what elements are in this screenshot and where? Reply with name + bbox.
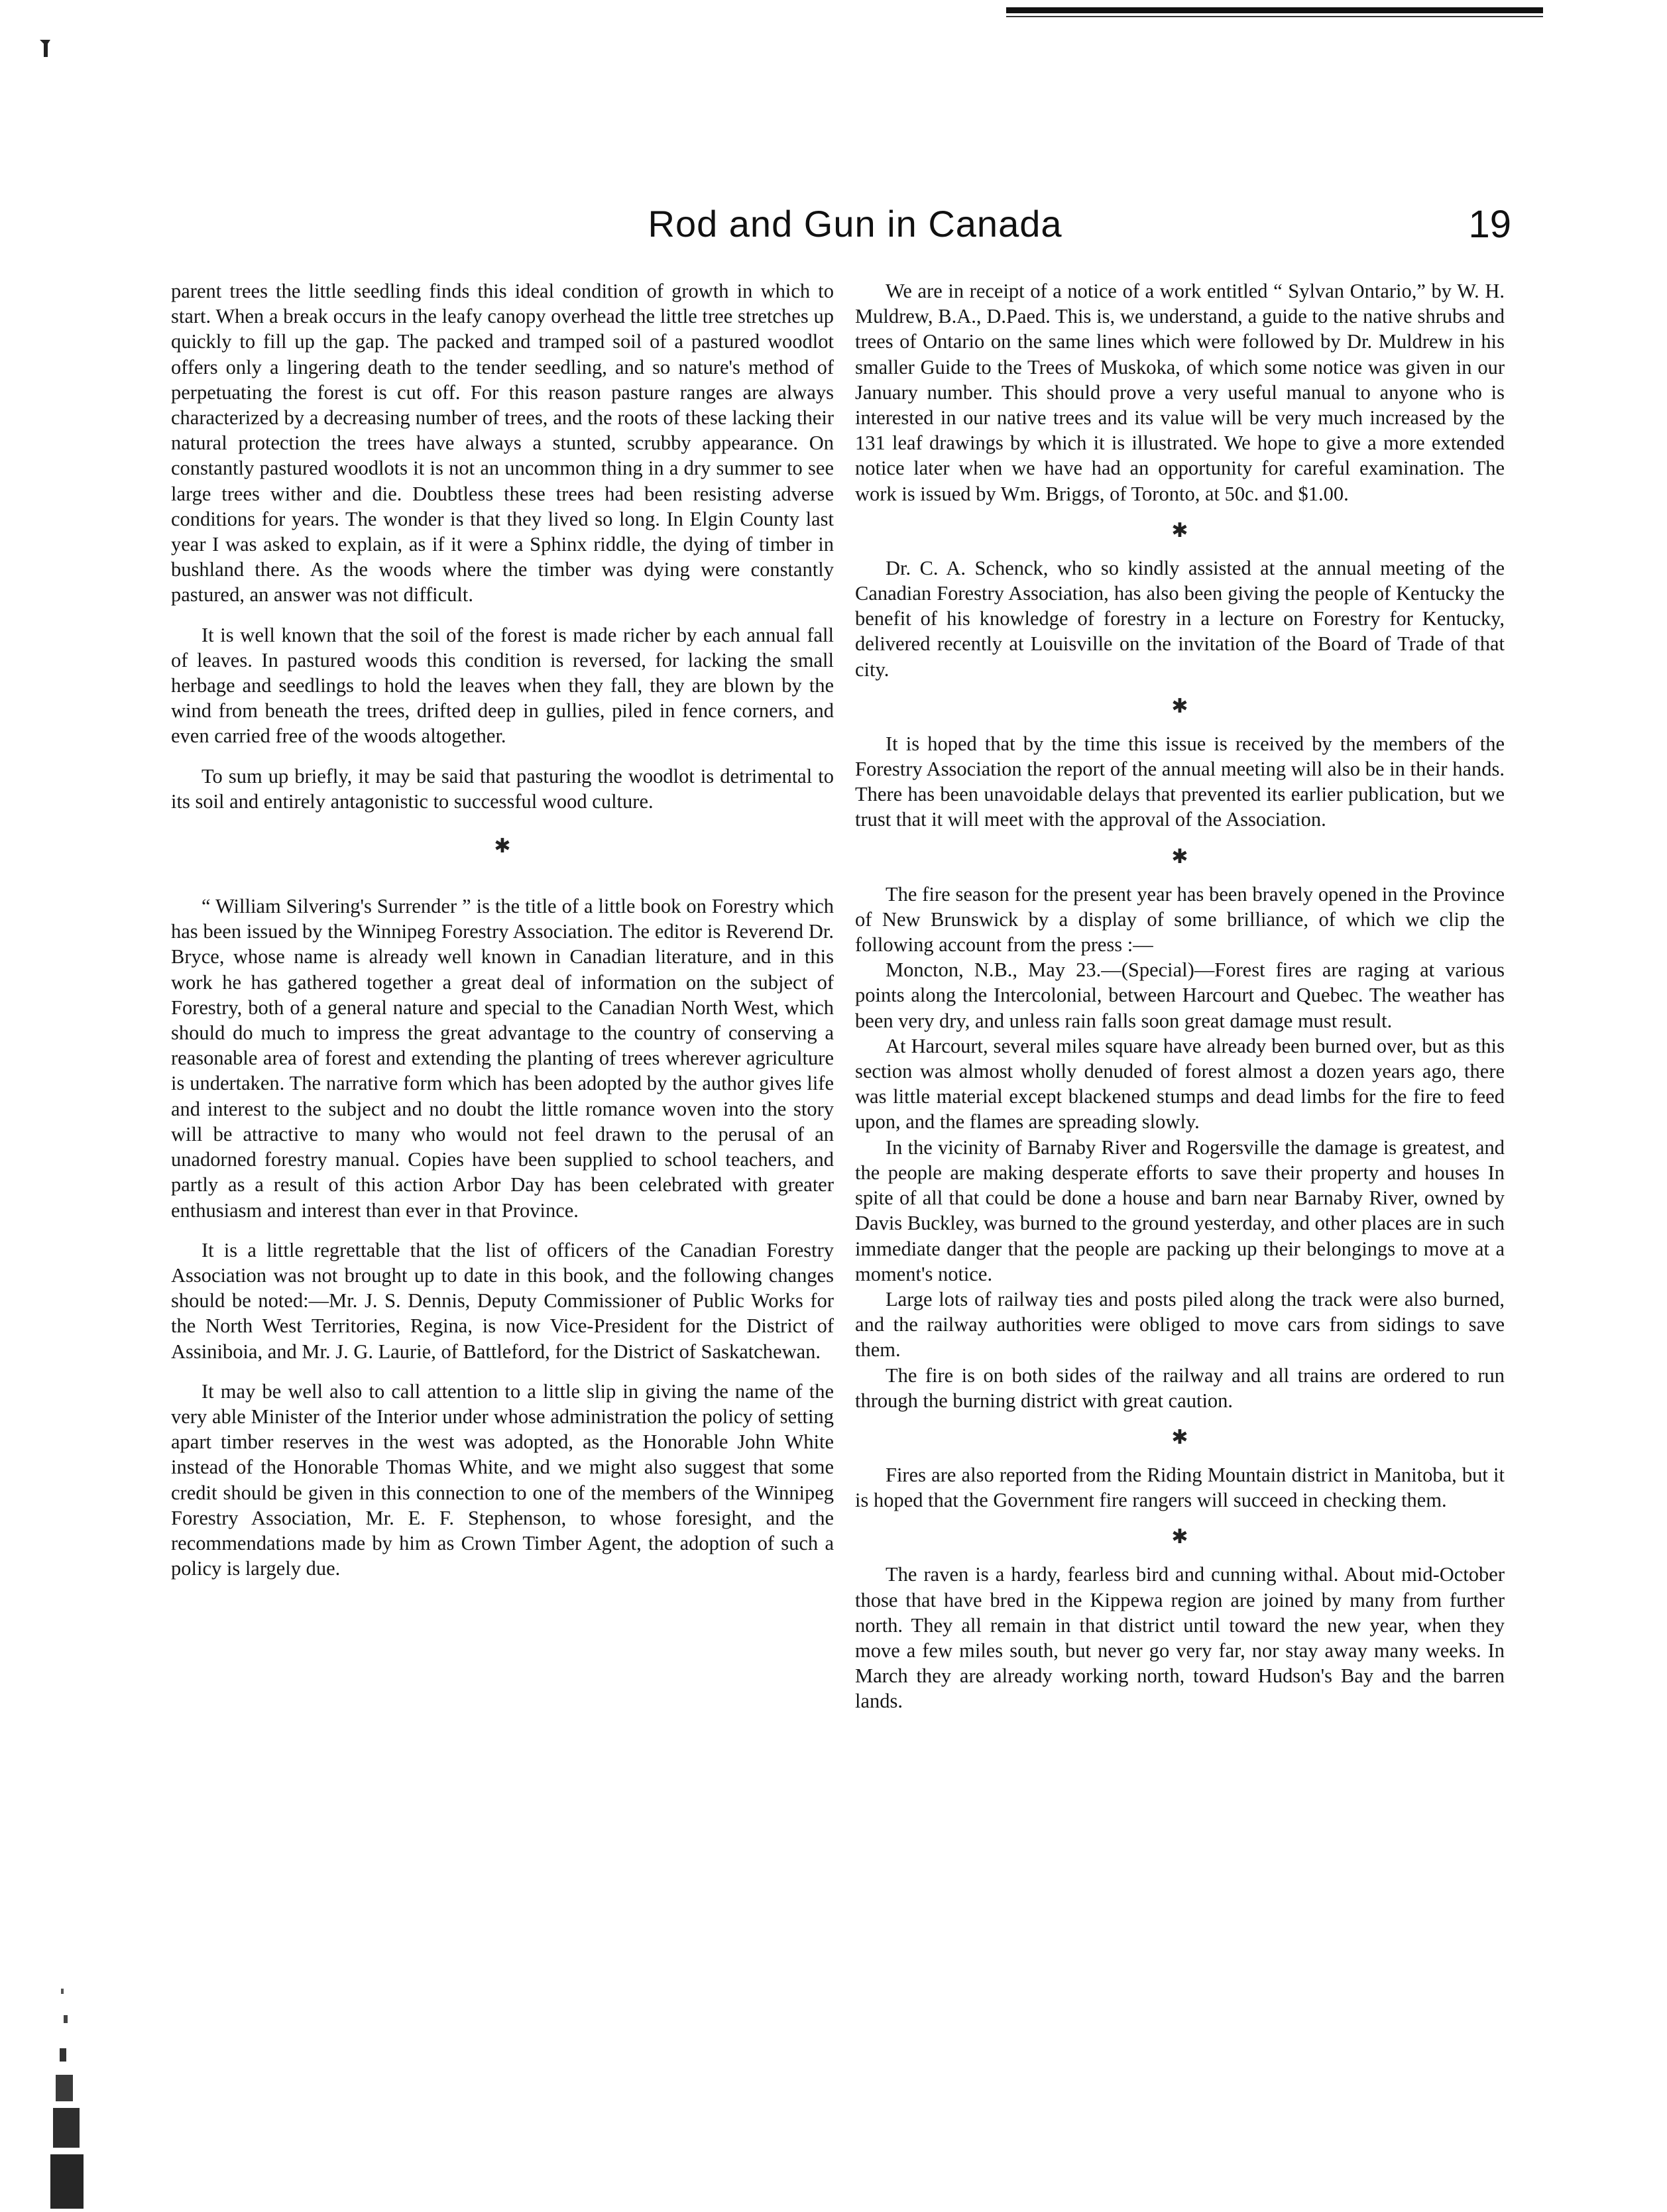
- quoted-paragraph: Large lots of railway ties and posts piled along the track were also burned, and the railway authorities were obliged to move cars from sidings to save them.: [855, 1287, 1505, 1362]
- paragraph: It may be well also to call attention to a little slip in giving the name of the very able Minister of the Interior under whose administration the policy of setting apart timber reserves in the west was adopted, as the Honorable John White instead of the Honorable Thomas White, and we might also suggest that some credit should be given in this connection to one of the members of the Winnipeg Forestry Association, Mr. E. F. Stephenson, to whose foresight, and the recommendations made by him as Crown Timber Agent, the adoption of such a policy is largely due.: [171, 1379, 834, 1580]
- separator-icon: ✱: [1171, 845, 1188, 868]
- top-rule: [1006, 7, 1543, 13]
- quoted-paragraph: In the vicinity of Barnaby River and Rogersville the damage is greatest, and the people are making desperate efforts to save their property and houses In spite of all that could be done a house and barn near Barnaby River, owned by Davis Buckley, was burned to the ground yesterday, and other places are in such immediate danger that the people are packing up their belongings to move at a moment's notice.: [855, 1135, 1505, 1285]
- separator-icon: ✱: [1171, 695, 1188, 717]
- paragraph: It is a little regrettable that the list of officers of the Canadian Forestry Association was not brought up to date in this book, and the following changes should be noted:—Mr. J. S. Dennis, Deputy Commissioner of Public Works for the North West Territories, Regina, is now Vice-President for the District of Assiniboia, and Mr. J. G. Laurie, of Battleford, for the District of Saskatchewan.: [171, 1238, 834, 1363]
- binding-edge-specks: [41, 1989, 91, 2209]
- paragraph: We are in receipt of a notice of a work entitled “ Sylvan Ontario,” by W. H. Muldrew, B.A., D.Paed. This is, we understand, a guide to the native shrubs and trees of Ontario on the same lines which were followed by Dr. Muldrew in his smaller Guide to the Trees of Muskoka, of which some notice was given in our January number. This should prove a very useful manual to anyone who is interested in our native trees and its value will be very much increased by the 131 leaf drawings by which it is illustrated. We hope to give a more extended notice later when we have had an opportunity for careful examination. The work is issued by Wm. Briggs, of Toronto, at 50c. and $1.00.: [855, 280, 1505, 505]
- scan-mark-icon: [38, 38, 52, 58]
- separator-icon: ✱: [1171, 519, 1188, 542]
- quoted-paragraph: The fire is on both sides of the railway and all trains are ordered to run through the burning district with great caution.: [855, 1364, 1505, 1412]
- paragraph: It is hoped that by the time this issue is received by the members of the Forestry Association the report of the annual meeting will also be in their hands. There has been unavoidable delays that prevented its earlier publication, but we trust that it will meet with the approval of the Association.: [855, 732, 1505, 831]
- quoted-paragraph: At Harcourt, several miles square have already been burned over, but as this section was almost wholly denuded of forest almost a dozen years ago, there was little material except blackened stumps and dead limbs for the fire to feed upon, and the flames are spreading slowly.: [855, 1034, 1505, 1134]
- page-number: 19: [1468, 203, 1511, 246]
- paragraph: It is well known that the soil of the forest is made richer by each annual fall of leaves. In pastured woods this condition is reversed, for lacking the small herbage and seedlings to hold the leaves when they fall, they are blown by the wind from beneath the trees, drifted deep in gullies, piled in fence corners, and even carried free of the woods altogether.: [171, 623, 834, 748]
- paragraph: parent trees the little seedling finds this ideal condition of growth in which to start. When a break occurs in the leafy canopy overhead the little tree stretches up quickly to fill up the gap. The packed and tramped soil of a pastured woodlot offers only a lingering death to the tender seedling, and so nature's method of perpetuating the forest is cut off. For this reason pasture ranges are always characterized by a decreasing number of trees, and the roots of these lacking their natural protection the trees have always a stunted, scrubby appearance. On constantly pastured woodlots it is not an uncommon thing in a dry summer to see large trees wither and die. Doubtless these trees had been resisting adverse conditions for years. The wonder is that they lived so long. In Elgin County last year I was asked to explain, as if it were a Sphinx riddle, the dying of timber in bushland there. As the woods where the timber was dying were constantly pastured, an answer was not difficult.: [171, 280, 834, 607]
- paragraph: “ William Silvering's Surrender ” is the title of a little book on Forestry which has been issued by the Winnipeg Forestry Association. The editor is Reverend Dr. Bryce, whose name is already well known in Canadian literature, and in this work he has gathered together a great deal of information on the subject of Forestry, both of a general nature and special to the Canadian North West, which should do much to impress the great advantage to the country of conserving a reasonable area of forest and extending the planting of trees wherever agriculture is undertaken. The narrative form which has been adopted by the author gives life and interest to the subject and no doubt the little romance woven into the story will be attractive to many who would not feel drawn to the perusal of an unadorned forestry manual. Copies have been supplied to school teachers, and partly as a result of this action Arbor Day has been celebrated with greater enthusiasm and interest than ever in that Province.: [171, 895, 834, 1222]
- running-title: Rod and Gun in Canada: [648, 203, 1063, 245]
- quoted-paragraph: Moncton, N.B., May 23.—(Special)—Forest fires are raging at various points along the Intercolonial, between Harcourt and Quebec. The weather has been very dry, and unless rain falls soon great damage must result.: [855, 959, 1505, 1032]
- top-rule-thin: [1006, 16, 1543, 17]
- separator-icon: ✱: [1171, 1426, 1188, 1448]
- page-header: [0, 202, 1667, 255]
- paragraph: The fire season for the present year has been bravely opened in the Province of New Brunswick by a display of some brilliance, of which we clip the following account from the press :—: [855, 882, 1505, 957]
- right-column: [855, 278, 1505, 1729]
- paragraph: Fires are also reported from the Riding Mountain district in Manitoba, but it is hoped that the Government fire rangers will succeed in checking them.: [855, 1463, 1505, 1512]
- separator-icon: ✱: [1171, 1526, 1188, 1548]
- left-column: [171, 278, 834, 1596]
- separator-icon: ✱: [494, 835, 511, 858]
- paragraph: The raven is a hardy, fearless bird and cunning withal. About mid-October those that have bred in the Kippewa region are joined by many from further north. They all remain in that district until toward the new year, when they move a few miles south, but never go very far, nor stay away many weeks. In March they are already working north, toward Hudson's Bay and the barren lands.: [855, 1563, 1505, 1713]
- paragraph: Dr. C. A. Schenck, who so kindly assisted at the annual meeting of the Canadian Forestry Association, has also been giving the people of Kentucky the benefit of his knowledge of forestry in a lecture on Forestry for Kentucky, delivered recently at Louisville on the invitation of the Board of Trade of that city.: [855, 556, 1505, 681]
- paragraph: To sum up briefly, it may be said that pasturing the woodlot is detrimental to its soil and entirely antagonistic to successful wood culture.: [171, 764, 834, 813]
